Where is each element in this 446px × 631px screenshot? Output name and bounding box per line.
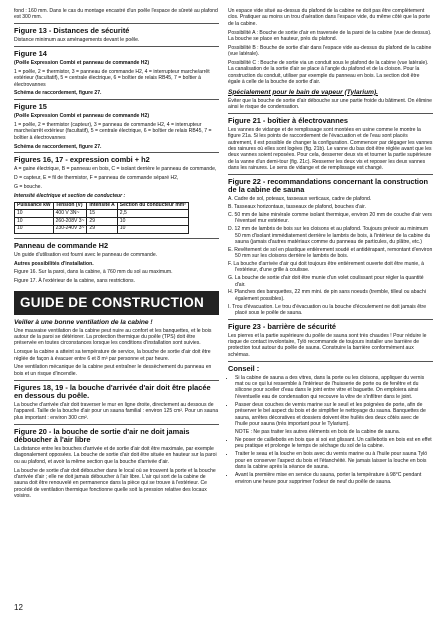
- list-item: I. Trou d'évacuation. Le trou d'évacuation ou la bouche d'écoulement ne doit jamais être placé sous le poêle de sauna.: [228, 303, 427, 317]
- list-item: E. Revêtement de sol en plastique entièrement soudé et antidérapant, remontant d'environ 50 mm sur les cloisons derrière le lambris de bois.: [228, 246, 433, 260]
- table-cell: 29: [87, 225, 117, 233]
- table-header-current: Intensité A: [87, 202, 117, 210]
- intro-text: fond : 160 mm. Dans le cas du montage encastré d'un poêle l'espace de sûreté au plafond est 300 mm.: [14, 8, 218, 21]
- fig1617-text-a: A = gaine électrique, B = panneau en bois, C = isolant derrière le panneau de commande,: [14, 166, 217, 173]
- possibility-b: Possibilité B : Bouche de sortie d'air dans l'espace vide au-dessus du plafond de la cabine (vue latérale).: [228, 44, 432, 58]
- fig15-subheading: (Poêle Expression Combi et panneau de commande H2): [14, 113, 150, 120]
- list-item: B. Tasseaux horizontaux, tasseaux de plafond, bouches d'air.: [228, 204, 366, 211]
- fig23-text: Les pierres et la partie supérieure du poêle de sauna sont très chaudes ! Pour réduire le risque de contact involontaire, Tylö recommande de toujours installer une barrière de protection tout autour du poêle de sauna. Construire la barrière conformément aux schémas.: [228, 332, 427, 358]
- list-item: A. Cadre de sol, poteaux, tasseaux verticaux, cadre de plafond.: [228, 196, 372, 203]
- electrical-table: [14, 202, 189, 234]
- table-row: [15, 218, 189, 226]
- fig20-text-1: La distance entre les bouches d'arrivée et de sortie d'air doit être maximale, par exemple diagonalement opposées. La bouche de sortie d'air doit être située en hauteur sur la paroi ou au plafond, et avoir la même section que la bouche d'arrivée d'air.: [14, 446, 217, 465]
- fig13-text: Distance minimum aux aménagements devant le poêle.: [14, 37, 140, 44]
- fig15-schema: Schéma de raccordement, figure 27.: [14, 143, 102, 150]
- table-header-row: [15, 202, 189, 210]
- fig1819-text: La bouche d'arrivée d'air doit traverser le mur en ligne droite, directement au dessous de l'appareil. Taille de la bouche d'air pour un sauna familial : environ 125 cm². Pour un sauna plus important : environ 300 cm².: [14, 401, 219, 421]
- fig20-text-2: La bouche de sortie d'air doit déboucher dans le local où se trouvent la porte et la bouche d'arrivée d'air ; elle ne doit jamais déboucher à l'air libre. L'air qui sort de la cabine de sauna doit être renouvelé en permanence dans la pièce qui se trouve à l'extérieur. Ce procédé de ventilation thermique fonctionne quelle soit la pression relative des locaux voisins.: [14, 467, 216, 500]
- table-row: [15, 225, 189, 233]
- table-cell: 10: [117, 225, 188, 233]
- ventilation-heading: Veiller à une bonne ventilation de la cabine !: [14, 318, 153, 326]
- table-cell: 10: [15, 218, 54, 226]
- fig1819-heading: Figures 18, 19 - la bouche d'arrivée d'air doit être placée en dessous du poêle.: [14, 382, 211, 400]
- divider: [14, 238, 219, 239]
- table-header-power: Puissance kW: [15, 202, 54, 210]
- fig14-schema: Schéma de raccordement, figure 27.: [14, 90, 102, 97]
- fig14-text: 1 = poêle, 2 = thermistor, 3 = panneau de commande H2, 4 = interrupteur marche/arrêt extérieur (facultatif), 5 = centrale électrique, 6 = boîtier de relais RB45, 7 = boîtier à électrovannes: [14, 68, 210, 88]
- table-cell: 29: [87, 218, 117, 226]
- fig15-text: 1 = poêle, 2 = thermistor (capteur), 3 = panneau de commande H2, 4 = interrupteur marche/arrêt extérieur (facultatif), 5 = centrale électrique, 6 = boîtier de relais RB45, 7 = boîtier à électrovannes: [14, 122, 212, 141]
- divider: [14, 424, 219, 425]
- list-item: F. La bouche d'arrivée d'air qui doit toujours être entièrement ouverte doit être munie, à l'extérieur, d'une grille à coulisse.: [228, 261, 424, 274]
- list-item: H. Planches des banquettes, 22 mm mini. de pin sans noeuds (tremble, tilleul ou abachi également possibles).: [228, 289, 426, 302]
- page-number: 12: [14, 603, 23, 612]
- attic-text: Un espace vide situé au-dessus du plafond de la cabine ne doit pas être complètement clos. Pratiquer au moins un trou d'aération dans l'espace vide, du même côté que la porte de la cabine.: [228, 8, 431, 27]
- steam-bath-text: Éviter que la bouche de sortie d'air débouche sur une partie froide du bâtiment. On élimine ainsi le risque de condensation.: [228, 97, 432, 111]
- ventilation-text-1: Une mauvaise ventilation de la cabine peut nuire au confort et les banquettes, et le bois autour de la paroi se détériorer. La protection thermique du poêle (TPS) doit être préservée en toutes circonstances lorsque les conditions d'installation sont suivies.: [14, 327, 212, 347]
- fig1617-text-g: G = bouche.: [14, 184, 42, 190]
- section-banner: GUIDE DE CONSTRUCTION: [14, 291, 219, 315]
- fig14-heading: Figure 14: [14, 49, 47, 58]
- fig1617-text-d: D = capteur, E = fil de thermistor, F = panneau de commande séparé H2,: [14, 175, 179, 182]
- divider: [14, 152, 219, 153]
- divider: [228, 174, 433, 175]
- divider: [14, 99, 219, 100]
- fig21-heading: Figure 21 - boîtier à électrovannes: [228, 115, 348, 125]
- divider: [228, 361, 433, 362]
- fig1617-heading: Figures 16, 17 - expression combi + h2: [14, 155, 150, 165]
- divider: [14, 23, 219, 24]
- tips-heading: Conseil :: [228, 363, 260, 373]
- divider: [228, 113, 433, 114]
- fig22-heading: Figure 22 - recommandations concernant la construction de la cabine de sauna: [228, 177, 428, 195]
- divider: [14, 46, 219, 47]
- table-cell: 2,5: [117, 210, 188, 218]
- possibility-a: Possibilité A : Bouche de sortie d'air en traversée de la paroi de la cabine (vue de dessus). La bouche se place en hauteur, près du plafond.: [228, 29, 432, 43]
- table-header-section: Section du conducteur mm²: [117, 202, 188, 210]
- other-heading: Autres possibilités d'installation.: [14, 260, 94, 267]
- divider: [228, 319, 433, 320]
- list-item: D. 12 mm de lambris de bois sur les cloisons et au plafond. Toujours prévoir au minimum 50 mm d'isolant immédiatement derrière le lambris de bois, à l'intérieur de la cabine du sauna (jamais d'autres matériaux comme du panneau de particules, du plâtre, etc.): [228, 226, 431, 246]
- ventilation-text-3: Une ventilation mécanique de la cabine peut entraîner le dessèchement du panneau en bois et un risque d'incendie.: [14, 364, 212, 377]
- panel-heading: Panneau de commande H2: [14, 240, 109, 250]
- fig21-text: Les vannes de vidange et de remplissage sont montées en usine comme le montre la figure 21a. Si les points de raccordement de l'évacuation et de l'eau sont placés autrement, il est possible de changer la configuration. Commencer par dégager les vannes des rainures où elles sont logées (fig. 21b). Le vanne du bas doit être réglée avant que les deux vannes soient reposées. Pour cela, desserrer deux vis et tourner la partie supérieure de la vanne d'un demi-tour (fig. 21c). Resserrer les deux vis et reposer les deux vannes dans les rainures. Le sens de vidange et de remplissage est changé.: [228, 126, 433, 172]
- table-title: Intensité électrique et section de conducteur :: [14, 192, 126, 199]
- divider: [14, 380, 219, 381]
- fig20-heading: Figure 20 - la bouche de sortie d'air ne doit jamais déboucher à l'air libre: [14, 426, 190, 444]
- fig15-heading: Figure 15: [14, 102, 47, 112]
- list-item: NOTE : Ne pas traiter les autres éléments en bois de la cabine de sauna.: [235, 428, 401, 435]
- other-text-2: Figure 17. À l'extérieur de la cabine, sans restrictions.: [14, 278, 136, 285]
- list-item: C. 50 mm de laine minérale comme isolant thermique, environ 20 mm de couche d'air vers l'éventuel mur extérieur.: [228, 212, 432, 225]
- ventilation-text-2: Lorsque la cabine a atteint sa température de service, la bouche de sortie d'air doit être réglée de façon à évacuer entre 6 et 8 m³ par personne et par heure.: [14, 349, 211, 362]
- table-cell: 15: [87, 210, 117, 218]
- construction-list: [228, 196, 433, 316]
- table-cell: 10: [15, 225, 54, 233]
- table-header-voltage: Tension (V): [53, 202, 87, 210]
- table-cell: 10: [15, 210, 54, 218]
- list-item: • Ne poser de caillebotis en bois que si soi est glissant. Un caillebotis en bois est en effet peu pratique et prolonge le temps de séchage du sol de la cabine.: [235, 437, 433, 450]
- table-cell: 400 V 3N~: [53, 210, 87, 218]
- table-cell: 10: [117, 218, 188, 226]
- other-text-1: Figure 16. Sur la paroi, dans la cabine, à 760 mm du sol au maximum.: [14, 269, 173, 276]
- list-item: G. La bouche de sortie d'air doit être munie d'un volet coulissant pour régler la quantité d'air.: [228, 275, 424, 288]
- list-item: • Avant la première mise en service du sauna, porter la température à 98°C pendant environ une heure pour supprimer l'odeur de neuf du poêle de sauna.: [235, 472, 433, 485]
- list-item: • Si la cabine de sauna a des vitres, dans la porte ou les cloisons, appliquer du vernis mat ou ce qui lui ressemble à l'intérieur de l'huisserie de porte ou de fenêtre et du silicone pour sceller d'eau dans le joint entre vitre et baguette. On emploiera ainsi l'éventuelle eau de condensation qui recouvre la vitre de s'infiltrer dans le joint.: [235, 375, 433, 401]
- table-cell: 260-208V 3~: [53, 218, 87, 226]
- list-item: • Traiter le seau et la louche en bois avec du vernis marine ou à l'huile pour sauna Tylö pour en conserver l'aspect du bois et l'étanchéité. Ne jamais laisser la louche en bois dans la cabine après la séance de sauna.: [235, 451, 433, 470]
- left-column: [14, 8, 219, 502]
- panel-text: Un guide d'utilisation est fourni avec le panneau de commande.: [14, 251, 158, 258]
- fig14-subheading: (Poêle Expression Combi et panneau de commande H2): [14, 60, 150, 66]
- fig13-heading: Figure 13 - Distances de sécurité: [14, 26, 130, 36]
- right-column: [228, 8, 433, 487]
- table-cell: 230-240V 3~: [53, 225, 87, 233]
- table-row: [15, 210, 189, 218]
- tips-list: [228, 375, 433, 485]
- list-item: • Passer deux couches de vernis marine sur le seuil et les poignées de porte, afin de préserver le bel aspect du bois et de simplifier le nettoyage du sauna. Banquettes de sauna, arrêtes décoratives et dossiers doivent être huilés des deux côtés avec de l'huile pour sauna (très important pour le Tylarium).: [235, 402, 433, 428]
- steam-bath-heading: Spécialement pour le bain de vapeur (Tylarium).: [228, 88, 378, 96]
- possibility-c: Possibilité C : Bouche de sortie via un conduit sous le plafond de la cabine (vue latérale). La canalisation de la sortie d'air se place à l'angle du plafond et de la cloison. Pour la construction du conduit, utiliser par exemple du panneau en bois. La section doit être égale à celle de la bouche de sortie d'air.: [228, 60, 429, 86]
- fig23-heading: Figure 23 - barrière de sécurité: [228, 321, 337, 331]
